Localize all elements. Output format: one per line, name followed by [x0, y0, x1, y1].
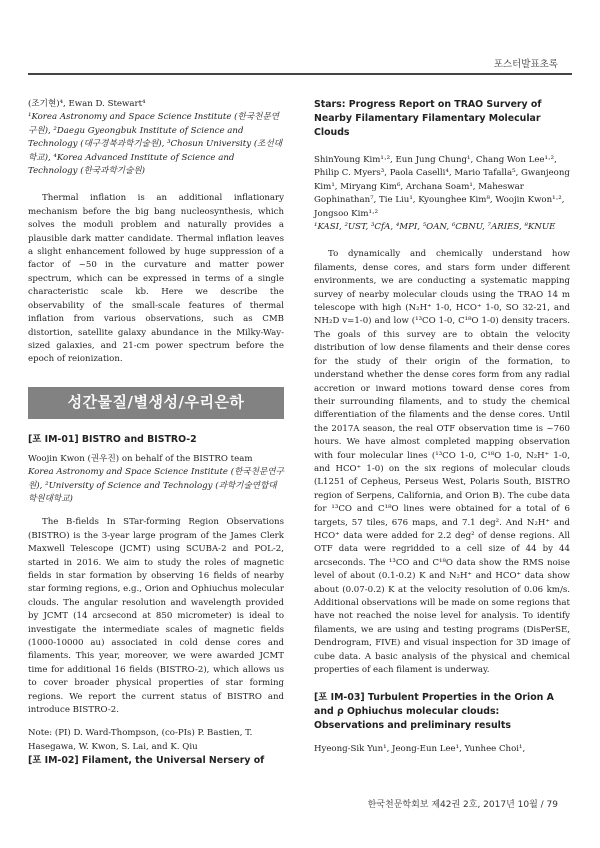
section-header-label: 포스터발표초록: [493, 59, 558, 70]
authors-im03: Hyeong-Sik Yun¹, Jeong-Eun Lee¹, Yunhee Choi¹,: [314, 744, 526, 755]
section-banner: 성간물질/별생성/우리은하: [28, 387, 284, 419]
authors-im01: Woojin Kwon (권우진) on behalf of the BISTRO team: [28, 453, 253, 464]
authors-im02: ShinYoung Kim¹·², Eun Jung Chung¹, Chang Won Lee¹·², Philip C. Myers³, Paola Caselli⁴, Mario Tafalla⁵, Gwanjeong Kim¹, Miryang Kim⁶, Archana Soam¹, Maheswar Gophinathan⁷, Tie Liu¹, Kyounghee Kim⁸, Woojin Kwon¹·², Jongsoo Kim¹·²: [314, 155, 570, 219]
left-column: [28, 98, 284, 768]
abstract-title-im03: [포 IM-03] Turbulent Properties in the Orion A and ρ Ophiuchus molecular clouds: Observations and preliminary results: [314, 692, 554, 732]
abstract-title-im02-start: [포 IM-02] Filament, the Universal Nersery of: [28, 755, 265, 767]
note-im01: Note: (PI) D. Ward-Thompson, (co-PIs) P. Bastien, T. Hasegawa, W. Kwon, S. Lai, and K. Qiu: [28, 728, 253, 752]
abstract-im02: To dynamically and chemically understand how filaments, dense cores, and stars form under different environments, we are conducting a systematic mapping survey of nearby molecular clouds using the TRAO 14 m telescope with high (N₂H⁺ 1-0, HCO⁺ 1-0, SO 32-21, and NH₂D v=1-0) and low (¹³CO 1-0, C¹⁸O 1-0) density tracers. The goals of this survey are to obtain the velocity distribution of low dense filaments and their dense cores for the study of their origin of the formation, to understand whether the dense cores form from any radial accretion or inward motions toward dense cores from their surrounding filaments, and to study the chemical differentiation of the filaments and the dense cores. Until the 2017A season, the real OTF observation time is ~760 hours. We have almost completed mapping observation with four molecular lines (¹³CO 1-0, C¹⁸O 1-0, N₂H⁺ 1-0, and HCO⁺ 1-0) on the six regions of molecular clouds (L1251 of Cepheus, Perseus West, Polaris South, BISTRO region of Serpens, California, and Orion B). The cube data for ¹³CO and C¹⁸O lines were obtained for a total of 6 targets, 57 tiles, 676 maps, and 7.1 deg². And N₂H⁺ and HCO⁺ data were added for 2.2 deg² of dense regions. All OTF data were regridded to a cell size of 44 by 44 arcseconds. The ¹³CO and C¹⁸O data show the RMS noise level of about (0.1-0.2) K and N₂H⁺ and HCO⁺ data show about (0.07-0.2) K at the velocity resolution of 0.06 km/s. Additional observations will be made on some regions that have not reached the noise level for analysis. To identify filaments, we are using and testing programs (DisPerSE, Dendrogram, FIVE) and visual inspection for 3D image of cube data. A basic analysis of the physical and chemical properties of each filament is underway.: [314, 249, 570, 676]
abstract-title-im01: [포 IM-01] BISTRO and BISTRO-2: [28, 433, 197, 445]
right-column: [314, 98, 570, 757]
authors-continuation: (조기현)⁴, Ewan D. Stewart⁴: [28, 99, 146, 109]
header-rule: [28, 73, 572, 75]
page-footer: 한국천문학회보 제42권 2호, 2017년 10월 / 79: [367, 800, 558, 810]
abstract-thermal-inflation: Thermal inflation is an additional inflationary mechanism before the big bang nucleosynthesis, which solves the moduli problem and naturally provides a plausible dark matter candidate. Thermal inflation leaves a slight enhancement followed by huge suppression of a factor of ~50 in the curvature and matter power spectrum, which can be expressed in terms of a single characteristic scale kb. Here we describe the observability of the small-scale features of thermal inflation from various observations, such as CMB distortion, satellite galaxy abundance in the Milky-Way-sized galaxies, and 21-cm power spectrum before the epoch of reionization.: [28, 193, 284, 365]
affiliations-im02: ¹KASI, ²UST, ³CfA, ⁴MPI, ⁵OAN, ⁶CBNU, ⁷ARIES, ⁸KNUE: [314, 222, 556, 233]
abstract-im01: The B-fields In STar-forming Region Observations (BISTRO) is the 3-year large program of the James Clerk Maxwell Telescope (JCMT) using SCUBA-2 and POL-2, started in 2016. We aim to study the roles of magnetic fields in star formation by observing 16 fields of nearby star forming regions, e.g., Orion and Ophiuchus molecular clouds. The angular resolution and wavelength provided by JCMT (14 arcsecond at 850 micrometer) is ideal to investigate the intermediate scales of magnetic fields (1000-10000 au) associated in cold dense cores and filaments. This year, moreover, we were awarded JCMT time for additional 16 fields (BISTRO-2), which allows us to cover broader physical properties of star forming regions. We report the current status of BISTRO and introduce BISTRO-2.: [28, 517, 284, 716]
affiliations-im01: Korea Astronomy and Space Science Institute (한국천문연구원), ²University of Science and Technology (과학기술연합대학원대학교): [28, 467, 284, 504]
abstract-title-im02-end: Stars: Progress Report on TRAO Survery of Nearby Filamentary Filamentary Molecular Clouds: [314, 99, 542, 138]
affiliations: ¹Korea Astronomy and Space Science Institute (한국천문연구원), ²Daegu Gyeongbuk Institute of Science and Technology (대구경북과학기술원), ³Chosun University (조선대학교), ⁴Korea Advanced Institute of Science and Technology (한국과학기술원): [28, 112, 283, 177]
